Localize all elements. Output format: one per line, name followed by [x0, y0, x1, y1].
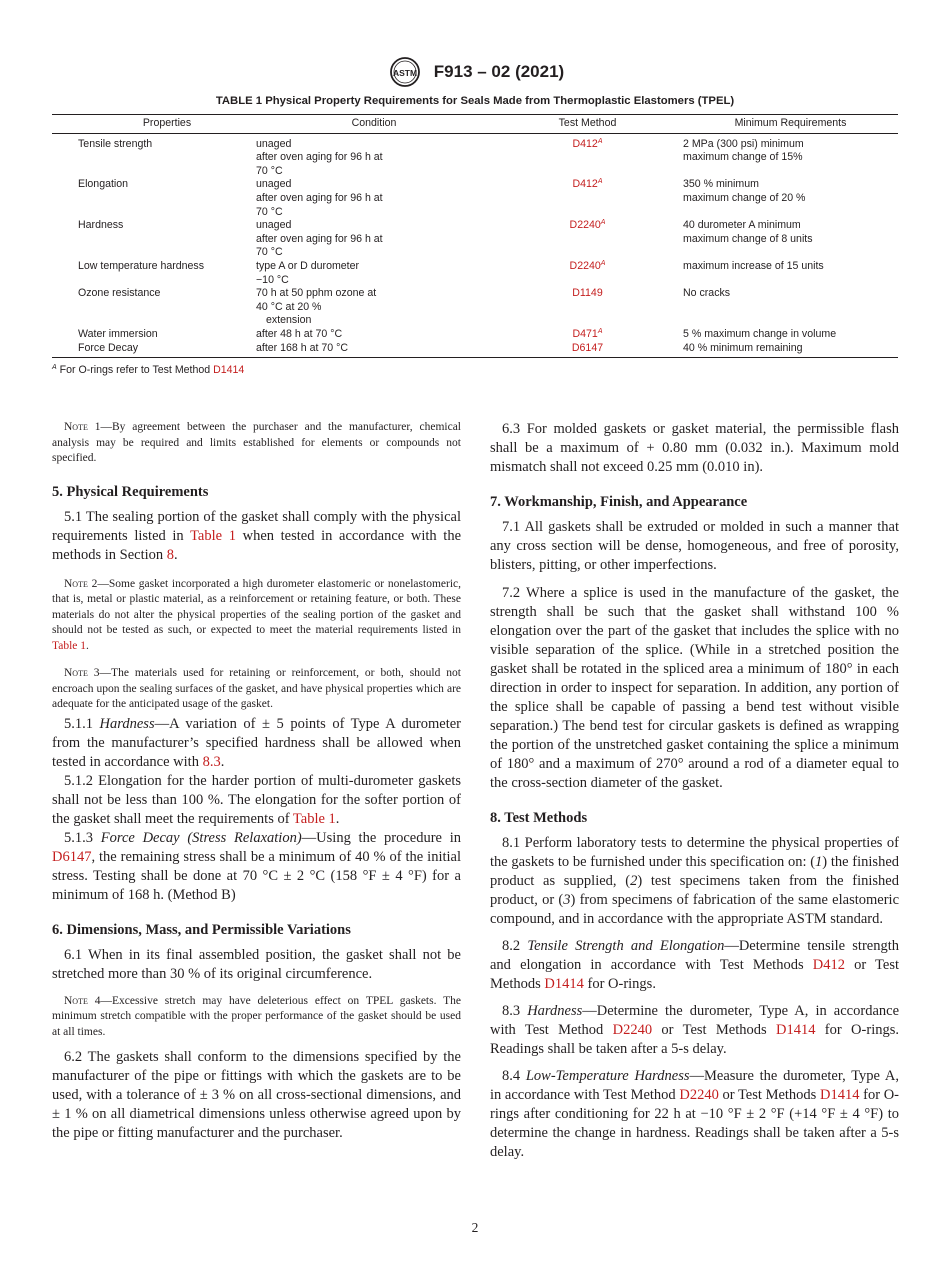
- property-cell: Hardness: [78, 219, 124, 232]
- test-method-link[interactable]: D2240: [569, 259, 601, 272]
- footnote-mark: A: [597, 178, 603, 186]
- table-row: [52, 133, 898, 178]
- d2240-link[interactable]: D2240: [679, 1087, 719, 1103]
- condition-cell: [256, 342, 492, 358]
- condition-line: 70 h at 50 pphm ozone at: [256, 287, 377, 300]
- requirement-cell: [683, 178, 898, 219]
- table-row: [52, 328, 898, 342]
- condition-line: unaged: [256, 219, 292, 232]
- paragraph-7-1: 7.1 All gaskets shall be extruded or molded in such a manner that any cross section will be dense, homogeneous, and free of porosity, blisters, pitting, or other imperfections.: [490, 519, 899, 573]
- requirement-line: 2 MPa (300 psi) minimum: [683, 137, 804, 150]
- note-4: Note 4—Excessive stretch may have deleterious effect on TPEL gaskets. The minimum stretch compatible with the proper performance of the gasket should be used at all times.: [52, 994, 461, 1038]
- test-method-link[interactable]: D6147: [571, 341, 604, 354]
- method-cell: [492, 133, 683, 178]
- requirement-cell: [683, 287, 898, 328]
- paragraph-8-3: 8.3 Hardness—Determine the durometer, Type A, in accordance with Test Method D2240 or Test Methods D1414 for O-rings. Readings shall be taken after a 5-s delay.: [490, 1003, 900, 1057]
- footnote-mark: A: [597, 327, 603, 335]
- method-cell: [492, 260, 683, 287]
- paragraph-8-4: 8.4 Low-Temperature Hardness—Measure the durometer, Type A, in accordance with Test Method D2240 or Test Methods D1414 for O-rings after conditioning for 22 h at −10 °F ± 2 °F (+14 °F ± 4 °F) to determine the change in hardness. Readings shall be taken after a 5-s delay.: [490, 1068, 899, 1160]
- test-method-link[interactable]: D471: [572, 327, 598, 340]
- method-cell: [492, 342, 683, 358]
- requirement-line: 350 % minimum: [683, 178, 759, 191]
- table-row: [52, 342, 898, 358]
- table-row: [52, 219, 898, 260]
- condition-line: after oven aging for 96 h at: [256, 151, 383, 164]
- right-column: [490, 420, 899, 1162]
- footnote-link[interactable]: D1414: [213, 364, 245, 376]
- condition-cell: [256, 328, 492, 342]
- property-cell: Force Decay: [52, 342, 256, 358]
- d6147-link[interactable]: D6147: [52, 848, 92, 865]
- method-cell: [492, 219, 683, 260]
- requirement-line: maximum increase of 15 units: [683, 259, 824, 272]
- requirement-line: maximum change of 15%: [683, 151, 803, 164]
- table-1-link[interactable]: Table 1: [292, 810, 336, 827]
- requirement-cell: [683, 260, 898, 287]
- table-1-link[interactable]: Table 1: [52, 639, 87, 652]
- condition-line: 40 °C at 20 %: [256, 300, 322, 313]
- section-5-heading: 5. Physical Requirements: [52, 483, 209, 500]
- property-cell: Low temperature hardness: [78, 259, 205, 272]
- condition-line: after 48 h at 70 °C: [256, 327, 343, 340]
- page-header: [0, 56, 950, 84]
- section-8-3-link[interactable]: 8.3: [202, 753, 221, 770]
- property-cell: Ozone resistance: [78, 287, 161, 300]
- table-row: [52, 287, 898, 328]
- paragraph-5-1-3: 5.1.3 Force Decay (Stress Relaxation)—Using the procedure in D6147, the remaining stress shall be a minimum of 40 % of the initial stress. Testing shall be done at 70 °C ± 2 °C (158 °F ± 4 °F) for a minimum of 168 h. (Method B): [52, 829, 461, 903]
- page-number: 2: [471, 1220, 479, 1235]
- note-2: Note 2—Some gasket incorporated a high durometer elastomeric or nonelastomeric, that is, metal or plastic material, as a reinforcement or retaining feature, or both. These materials do not alter the physical properties of the sealing portion of the gasket and should not be tested as such, or expected to meet the material requirements listed in Table 1.: [52, 577, 462, 652]
- d2240-link[interactable]: D2240: [612, 1022, 653, 1038]
- condition-cell: [256, 287, 492, 328]
- d412-link[interactable]: D412: [812, 957, 845, 973]
- footnote-mark: A: [600, 259, 606, 267]
- test-method-link[interactable]: D1149: [572, 287, 603, 300]
- column-header-properties: Properties: [52, 115, 256, 134]
- paragraph-5-1: 5.1 The sealing portion of the gasket shall comply with the physical requirements listed in Table 1 when tested in accordance with the methods in Section 8.: [52, 508, 461, 563]
- table-row: [52, 260, 898, 287]
- left-column: [52, 420, 461, 1143]
- note-3: Note 3—The materials used for retaining or reinforcement, or both, should not encroach upon the sealing surfaces of the gasket, and have physical properties which are adequate for the anticipated usage of the gasket.: [52, 667, 461, 710]
- paragraph-6-1: 6.1 When in its final assembled position, the gasket shall not be stretched more than 30 % of its original circumference.: [52, 946, 461, 982]
- property-cell: Elongation: [78, 178, 129, 191]
- condition-line: after 168 h at 70 °C: [256, 341, 348, 354]
- condition-line: 70 °C: [256, 205, 283, 218]
- requirement-cell: [683, 342, 898, 358]
- section-8-link[interactable]: 8: [166, 546, 175, 563]
- astm-logo-icon: [386, 56, 424, 88]
- method-cell: [492, 287, 683, 328]
- condition-cell: [256, 260, 492, 287]
- paragraph-8-1: 8.1 Perform laboratory tests to determine the physical properties of the gaskets to be furnished under this specification on: (1) the finished product as supplied, (2) test specimens taken from the finished product, or (3) from specimens of fabrication of the same elastomeric compound, and in accordance with the appropriate ASTM standard.: [490, 835, 900, 927]
- test-method-link[interactable]: D412: [572, 137, 598, 150]
- footnote-mark: A: [600, 219, 606, 227]
- condition-line: 70 °C: [256, 164, 283, 177]
- paragraph-8-2: 8.2 Tensile Strength and Elongation—Determine tensile strength and elongation in accordance with Test Methods D412 or Test Methods D1414 for O-rings.: [490, 938, 900, 992]
- paragraph-7-2: 7.2 Where a splice is used in the manufacture of the gasket, the strength shall be such that the gasket shall withstand 100 % elongation over the part of the gasket that includes the splice with no visible separation of the splice. (While in a stretched position the gasket shall be rotated in the spliced area a minimum of 180° in each direction in order to inspect for separation. In addition, any portion of the splice shall be capable of passing a bend test without visible separation.) The bend test for circular gaskets is defined as wrapping the portion of the unstretched gasket containing the splice a minimum of 180° and a maximum of 270° around a rod of a diameter equal to the cross-section diameter of the gasket.: [490, 585, 899, 791]
- d1414-link[interactable]: D1414: [775, 1022, 816, 1038]
- condition-cell: [256, 178, 492, 219]
- column-header-test-method: Test Method: [492, 115, 683, 134]
- requirement-line: maximum change of 20 %: [683, 191, 806, 204]
- document-id: F913 – 02 (2021): [433, 62, 565, 81]
- svg-text:ASTM: ASTM: [392, 68, 417, 78]
- paragraph-6-2: 6.2 The gaskets shall conform to the dimensions specified by the manufacturer of the pipe or fittings with which the gaskets are to be used, with a tolerance of ± 3 % on all cross-sectional dimensions, and ± 1 % on all diametrical dimensions unless otherwise agreed upon by the pipe or fitting manufacturer and the purchaser.: [52, 1049, 461, 1141]
- d1414-link[interactable]: D1414: [544, 976, 584, 992]
- method-cell: [492, 178, 683, 219]
- property-cell: Tensile strength: [78, 137, 153, 150]
- condition-line: unaged: [256, 137, 292, 150]
- test-method-link[interactable]: D2240: [569, 219, 601, 232]
- condition-line: 70 °C: [256, 246, 283, 259]
- d1414-link[interactable]: D1414: [819, 1087, 860, 1103]
- column-header-condition: Condition: [256, 115, 492, 134]
- condition-cell: [256, 219, 492, 260]
- condition-line: extension: [266, 314, 312, 327]
- condition-line: type A or D durometer: [256, 259, 360, 272]
- footnote-mark: A: [52, 364, 57, 371]
- section-8-heading: 8. Test Methods: [490, 810, 588, 826]
- requirement-line: 5 % maximum change in volume: [683, 327, 837, 340]
- condition-cell: [256, 133, 492, 178]
- column-header-minimum-requirements: Minimum Requirements: [683, 115, 898, 134]
- requirement-cell: [683, 219, 898, 260]
- section-6-heading: 6. Dimensions, Mass, and Permissible Variations: [52, 921, 351, 938]
- paragraph-6-3: 6.3 For molded gaskets or gasket material, the permissible flash shall be a maximum of + 0.80 mm (0.032 in.). Maximum mold mismatch shall not exceed 0.25 mm (0.010 in).: [490, 421, 899, 475]
- requirement-line: 40 % minimum remaining: [683, 341, 803, 354]
- note-1: Note 1—By agreement between the purchaser and the manufacturer, chemical analysis may be required and limits established for elements or compounds not specified.: [52, 421, 462, 464]
- table-header-row: [52, 115, 898, 134]
- condition-line: after oven aging for 96 h at: [256, 191, 383, 204]
- requirement-line: 40 durometer A minimum: [683, 219, 801, 232]
- table-footnote: $^A$ For O-rings refer to Test Method D1414: [52, 364, 245, 376]
- table-1-link[interactable]: Table 1: [190, 527, 236, 544]
- table-row: [52, 178, 898, 219]
- paragraph-5-1-1: 5.1.1 Hardness—A variation of ± 5 points of Type A durometer from the manufacturer’s specified hardness shall be allowed when tested in accordance with 8.3.: [52, 715, 462, 770]
- requirement-line: No cracks: [683, 287, 731, 300]
- footnote-mark: A: [597, 137, 603, 145]
- section-7-heading: 7. Workmanship, Finish, and Appearance: [490, 494, 748, 510]
- condition-line: after oven aging for 96 h at: [256, 232, 383, 245]
- method-cell: [492, 328, 683, 342]
- requirement-cell: [683, 328, 898, 342]
- test-method-link[interactable]: D412: [572, 178, 598, 191]
- condition-line: unaged: [256, 178, 292, 191]
- property-cell: Water immersion: [78, 327, 158, 340]
- requirement-line: maximum change of 8 units: [683, 232, 813, 245]
- property-table: [52, 114, 898, 358]
- paragraph-5-1-2: 5.1.2 Elongation for the harder portion of multi-durometer gaskets shall not be less than 100 %. The elongation for the softer portion of the gasket shall meet the requirements of Table 1.: [52, 772, 461, 827]
- table-title: TABLE 1 Physical Property Requirements for Seals Made from Thermoplastic Elastomers (TPEL): [215, 95, 735, 107]
- condition-line: −10 °C: [256, 273, 289, 286]
- requirement-cell: [683, 133, 898, 178]
